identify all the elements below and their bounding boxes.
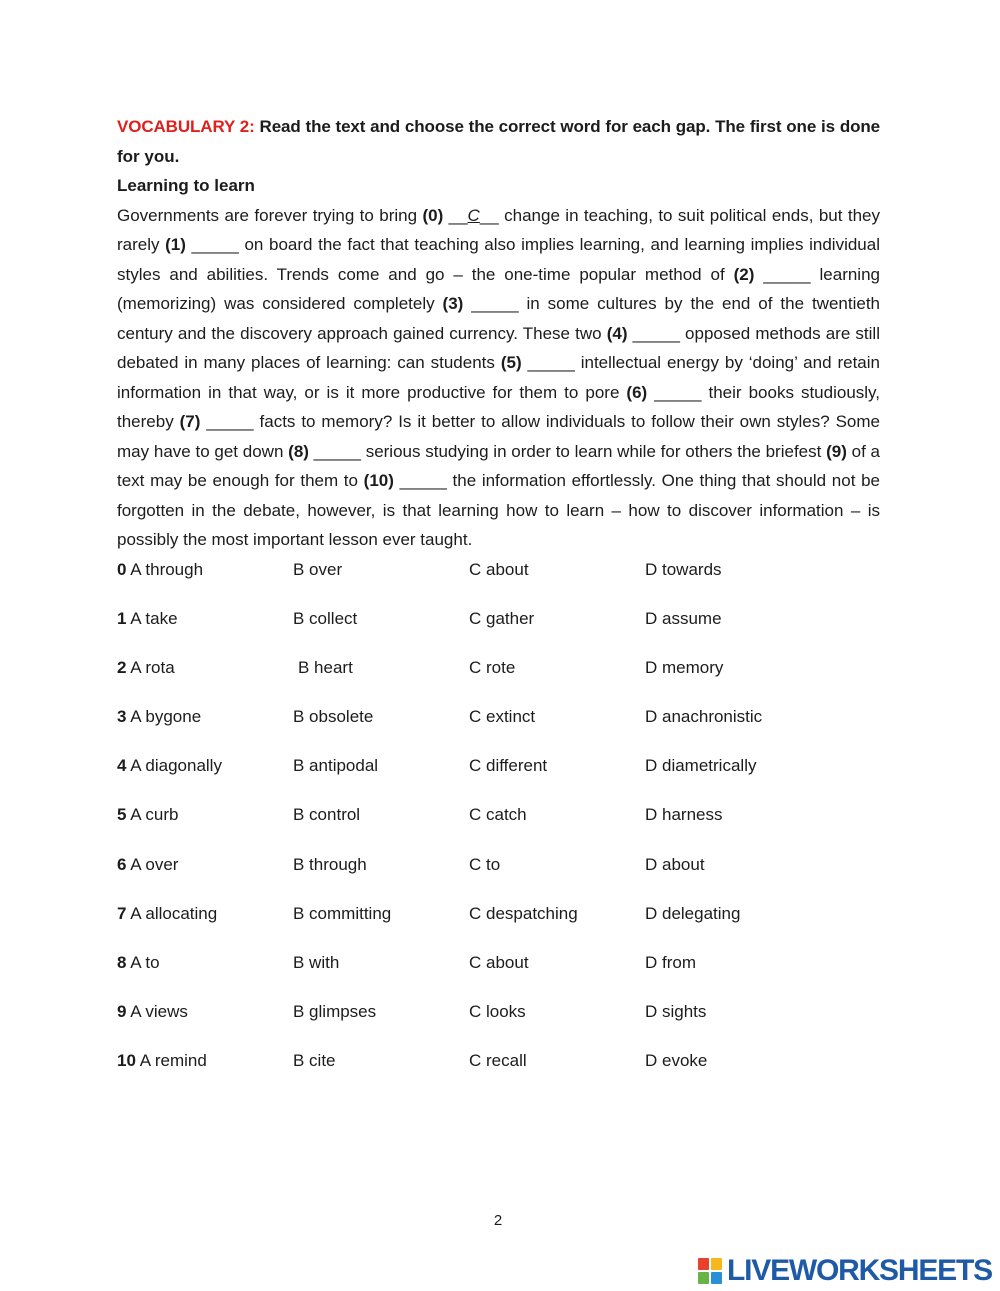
option-a-cell bbox=[117, 948, 293, 997]
passage-text: _____ the information effortlessly. One thing that should not be bbox=[393, 471, 881, 490]
passage-text: styles and abilities. Trends come and go – the one-time popular method of bbox=[117, 264, 734, 284]
instructions-line bbox=[117, 142, 880, 172]
option-a: A through bbox=[130, 559, 204, 579]
gap-number: (2) bbox=[733, 264, 755, 284]
option-a-cell bbox=[117, 997, 293, 1046]
option-a-cell bbox=[117, 850, 293, 899]
option-c: C rote bbox=[469, 657, 516, 677]
passage-line bbox=[117, 525, 880, 555]
option-b: B antipodal bbox=[293, 756, 379, 776]
option-row bbox=[117, 604, 880, 653]
passage-text: of a bbox=[846, 441, 880, 461]
passage-text: __ change in teaching, to suit political ends, but they bbox=[479, 205, 880, 225]
option-b: B glimpses bbox=[293, 1002, 377, 1022]
option-row bbox=[117, 850, 880, 899]
question-number: 4 bbox=[117, 756, 127, 776]
option-d: D diametrically bbox=[645, 756, 757, 776]
option-c: C despatching bbox=[469, 903, 578, 923]
logo-tile bbox=[711, 1258, 722, 1270]
passage-line bbox=[117, 496, 880, 526]
option-row bbox=[117, 555, 880, 604]
gap-number: (7) bbox=[179, 412, 201, 431]
example-answer: C bbox=[467, 205, 480, 225]
question-number: 5 bbox=[117, 805, 127, 825]
option-a: A diagonally bbox=[130, 756, 222, 776]
passage-title: Learning to learn bbox=[117, 176, 255, 195]
passage-text: _____ their books studiously, bbox=[647, 382, 881, 402]
gap-number: (10) bbox=[363, 471, 394, 490]
option-b: B committing bbox=[293, 903, 392, 923]
option-c: C about bbox=[469, 559, 529, 579]
option-b: B heart bbox=[298, 657, 353, 677]
option-row bbox=[117, 653, 880, 702]
gap-number: (3) bbox=[442, 294, 464, 313]
option-a: A views bbox=[130, 1002, 188, 1022]
liveworksheets-icon bbox=[698, 1258, 722, 1284]
option-a-cell bbox=[117, 555, 293, 604]
options-list bbox=[117, 555, 880, 1096]
passage-text: Governments are forever trying to bring bbox=[117, 205, 423, 225]
option-a-cell bbox=[117, 899, 293, 948]
passage-text: _____ in some cultures by the end of the twentieth bbox=[463, 294, 880, 313]
option-row bbox=[117, 948, 880, 997]
option-d: D towards bbox=[645, 559, 722, 579]
option-a-cell bbox=[117, 1046, 293, 1095]
option-row bbox=[117, 899, 880, 948]
option-b: B collect bbox=[293, 608, 358, 628]
passage-text: thereby bbox=[117, 412, 180, 431]
option-row bbox=[117, 800, 880, 849]
passage-text: possibly the most important lesson ever taught. bbox=[117, 530, 473, 549]
option-row bbox=[117, 751, 880, 800]
option-b: B through bbox=[293, 854, 367, 874]
option-d: D evoke bbox=[645, 1051, 708, 1071]
option-c: C gather bbox=[469, 608, 535, 628]
option-row bbox=[117, 997, 880, 1046]
option-a-cell bbox=[117, 751, 293, 800]
option-c: C different bbox=[469, 756, 548, 776]
logo-tile bbox=[698, 1272, 709, 1284]
passage-text: _____ learning bbox=[754, 264, 880, 284]
passage-line bbox=[117, 466, 880, 496]
passage-text: debated in many places of learning: can students bbox=[117, 353, 501, 372]
gap-number: (0) bbox=[422, 205, 444, 225]
option-a: A take bbox=[130, 608, 178, 628]
option-c: C looks bbox=[469, 1002, 526, 1022]
option-a: A rota bbox=[130, 657, 175, 677]
question-number: 8 bbox=[117, 953, 127, 972]
gap-number: (4) bbox=[606, 323, 628, 343]
question-number: 2 bbox=[117, 657, 127, 677]
passage bbox=[117, 201, 880, 555]
passage-text: information in that way, or is it more productive for them to pore bbox=[117, 382, 627, 402]
question-number: 3 bbox=[117, 707, 127, 727]
option-a: A over bbox=[130, 854, 179, 874]
option-a: A curb bbox=[130, 805, 179, 825]
passage-line bbox=[117, 378, 880, 408]
option-c: C about bbox=[469, 953, 529, 972]
option-d: D delegating bbox=[645, 903, 741, 923]
page-number: 2 bbox=[493, 1212, 503, 1229]
instructions-line bbox=[117, 112, 880, 142]
question-number: 7 bbox=[117, 903, 127, 923]
option-a: A to bbox=[130, 953, 160, 972]
question-number: 6 bbox=[117, 854, 127, 874]
question-number: 1 bbox=[117, 608, 127, 628]
option-a-cell bbox=[117, 604, 293, 653]
vocabulary-label: VOCABULARY 2: bbox=[117, 117, 255, 136]
option-a: A remind bbox=[139, 1051, 207, 1071]
passage-line bbox=[117, 260, 880, 290]
option-row bbox=[117, 1046, 880, 1095]
passage-line bbox=[117, 437, 880, 467]
passage-line bbox=[117, 348, 880, 378]
question-number: 9 bbox=[117, 1002, 127, 1022]
option-a: A bygone bbox=[130, 707, 202, 727]
question-number: 10 bbox=[117, 1051, 136, 1071]
option-d: D harness bbox=[645, 805, 723, 825]
option-c: C catch bbox=[469, 805, 527, 825]
option-b: B over bbox=[293, 559, 343, 579]
question-number: 0 bbox=[117, 559, 127, 579]
gap-number: (5) bbox=[500, 353, 522, 372]
passage-text: _____ serious studying in order to learn while for others the briefest bbox=[308, 441, 827, 461]
worksheet-content bbox=[117, 112, 880, 1096]
option-b: B control bbox=[293, 805, 361, 825]
option-a: A allocating bbox=[130, 903, 218, 923]
gap-number: (1) bbox=[165, 235, 186, 254]
instructions-text: Read the text and choose the correct word for each gap. The first one is done bbox=[259, 117, 881, 136]
logo-tile bbox=[698, 1258, 709, 1270]
passage-line bbox=[117, 407, 880, 437]
gap-number: (8) bbox=[288, 441, 309, 461]
passage-text: _____ on board the fact that teaching also implies learning, and learning implies individual bbox=[185, 235, 880, 254]
option-d: D anachronistic bbox=[645, 707, 763, 727]
passage-text: rarely bbox=[117, 235, 166, 254]
passage-text: _____ facts to memory? Is it better to allow individuals to follow their own styles? Some bbox=[200, 412, 880, 431]
passage-text: may have to get down bbox=[117, 441, 289, 461]
option-row bbox=[117, 702, 880, 751]
option-c: C extinct bbox=[469, 707, 536, 727]
instructions-text: for you. bbox=[117, 146, 180, 166]
passage-text: _____ opposed methods are still bbox=[627, 323, 880, 343]
passage-text: century and the discovery approach gained currency. These two bbox=[117, 323, 607, 343]
liveworksheets-logo bbox=[698, 1256, 992, 1286]
option-d: D about bbox=[645, 854, 705, 874]
logo-text: LIVEWORKSHEETS bbox=[727, 1254, 992, 1287]
option-b: B with bbox=[293, 953, 340, 972]
option-d: D assume bbox=[645, 608, 722, 628]
passage-text: _____ intellectual energy by ‘doing’ and retain bbox=[521, 353, 880, 372]
option-c: C recall bbox=[469, 1051, 527, 1071]
option-a-cell bbox=[117, 653, 293, 702]
passage-line bbox=[117, 289, 880, 319]
option-b: B obsolete bbox=[293, 707, 374, 727]
option-b: B cite bbox=[293, 1051, 336, 1071]
passage-text: text may be enough for them to bbox=[117, 471, 364, 490]
gap-number: (9) bbox=[826, 441, 847, 461]
gap-number: (6) bbox=[626, 382, 648, 402]
passage-text: forgotten in the debate, however, is that learning how to learn – how to discover information – is bbox=[117, 500, 880, 520]
passage-text: __ bbox=[443, 205, 468, 225]
logo-tile bbox=[711, 1272, 722, 1284]
passage-text: (memorizing) was considered completely bbox=[117, 294, 443, 313]
option-d: D memory bbox=[645, 657, 724, 677]
option-a-cell bbox=[117, 800, 293, 849]
option-d: D from bbox=[645, 953, 696, 972]
passage-line bbox=[117, 230, 880, 260]
option-a-cell bbox=[117, 702, 293, 751]
option-d: D sights bbox=[645, 1002, 707, 1022]
passage-line bbox=[117, 201, 880, 231]
passage-line bbox=[117, 319, 880, 349]
option-c: C to bbox=[469, 854, 501, 874]
